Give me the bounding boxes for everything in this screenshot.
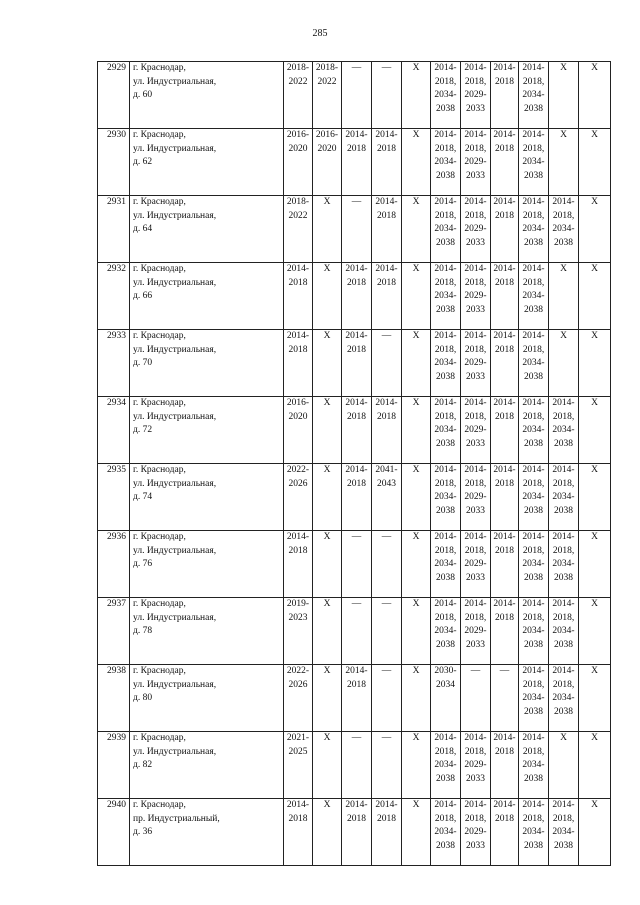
period-cell-c1: 2018- 2022 (284, 196, 313, 263)
period-cell-c6: 2014- 2018, 2034- 2038 (431, 464, 461, 531)
address-cell: г. Краснодар, ул. Индустриальная, д. 62 (130, 129, 284, 196)
row-number-cell: 2936 (98, 531, 130, 598)
period-cell-c7: 2014- 2018, 2029- 2033 (461, 62, 491, 129)
table-row (98, 129, 611, 196)
period-cell-c7: 2014- 2018, 2029- 2033 (461, 397, 491, 464)
period-cell-c9: 2014- 2018, 2034- 2038 (519, 464, 549, 531)
period-cell-c3: 2014- 2018 (342, 464, 372, 531)
table-row (98, 799, 611, 866)
period-cell-c7: — (461, 665, 491, 732)
period-cell-c6: 2014- 2018, 2034- 2038 (431, 397, 461, 464)
period-cell-c1: 2022- 2026 (284, 464, 313, 531)
period-cell-c9: 2014- 2018, 2034- 2038 (519, 397, 549, 464)
period-cell-c2: X (313, 397, 342, 464)
period-cell-c10: 2014- 2018, 2034- 2038 (549, 531, 579, 598)
period-cell-c3: 2014- 2018 (342, 129, 372, 196)
period-cell-c4: — (372, 330, 402, 397)
period-cell-c9: 2014- 2018, 2034- 2038 (519, 263, 549, 330)
period-cell-c1: 2014- 2018 (284, 531, 313, 598)
period-cell-c2: X (313, 263, 342, 330)
period-cell-c2: X (313, 196, 342, 263)
period-cell-c5: X (402, 397, 431, 464)
period-cell-c7: 2014- 2018, 2029- 2033 (461, 799, 491, 866)
period-cell-c5: X (402, 598, 431, 665)
period-cell-c4: — (372, 531, 402, 598)
row-number-cell: 2937 (98, 598, 130, 665)
period-cell-c2: X (313, 598, 342, 665)
period-cell-c4: 2014- 2018 (372, 263, 402, 330)
period-cell-c3: 2014- 2018 (342, 330, 372, 397)
period-cell-c6: 2014- 2018, 2034- 2038 (431, 732, 461, 799)
period-cell-c8: 2014- 2018 (491, 732, 519, 799)
period-cell-c4: 2041- 2043 (372, 464, 402, 531)
period-cell-c1: 2016- 2020 (284, 397, 313, 464)
period-cell-c4: — (372, 665, 402, 732)
period-cell-c11: X (579, 598, 611, 665)
address-cell: г. Краснодар, пр. Индустриальный, д. 36 (130, 799, 284, 866)
table-row (98, 732, 611, 799)
period-cell-c9: 2014- 2018, 2034- 2038 (519, 665, 549, 732)
period-cell-c7: 2014- 2018, 2029- 2033 (461, 196, 491, 263)
period-cell-c4: 2014- 2018 (372, 196, 402, 263)
period-cell-c5: X (402, 531, 431, 598)
period-cell-c6: 2014- 2018, 2034- 2038 (431, 531, 461, 598)
period-cell-c8: 2014- 2018 (491, 62, 519, 129)
period-cell-c8: 2014- 2018 (491, 263, 519, 330)
period-cell-c4: — (372, 598, 402, 665)
repair-schedule-table (97, 61, 611, 866)
period-cell-c5: X (402, 464, 431, 531)
period-cell-c11: X (579, 464, 611, 531)
address-cell: г. Краснодар, ул. Индустриальная, д. 72 (130, 397, 284, 464)
period-cell-c2: X (313, 665, 342, 732)
table-row (98, 531, 611, 598)
period-cell-c10: X (549, 62, 579, 129)
period-cell-c7: 2014- 2018, 2029- 2033 (461, 464, 491, 531)
period-cell-c11: X (579, 129, 611, 196)
period-cell-c5: X (402, 732, 431, 799)
period-cell-c5: X (402, 665, 431, 732)
row-number-cell: 2934 (98, 397, 130, 464)
period-cell-c7: 2014- 2018, 2029- 2033 (461, 330, 491, 397)
period-cell-c5: X (402, 263, 431, 330)
period-cell-c3: — (342, 196, 372, 263)
period-cell-c6: 2014- 2018, 2034- 2038 (431, 799, 461, 866)
period-cell-c8: 2014- 2018 (491, 397, 519, 464)
period-cell-c3: 2014- 2018 (342, 799, 372, 866)
address-cell: г. Краснодар, ул. Индустриальная, д. 64 (130, 196, 284, 263)
period-cell-c4: 2014- 2018 (372, 397, 402, 464)
period-cell-c8: 2014- 2018 (491, 464, 519, 531)
period-cell-c3: — (342, 598, 372, 665)
period-cell-c9: 2014- 2018, 2034- 2038 (519, 129, 549, 196)
table-body (98, 62, 611, 866)
row-number-cell: 2932 (98, 263, 130, 330)
period-cell-c4: 2014- 2018 (372, 799, 402, 866)
row-number-cell: 2938 (98, 665, 130, 732)
row-number-cell: 2930 (98, 129, 130, 196)
period-cell-c4: 2014- 2018 (372, 129, 402, 196)
period-cell-c11: X (579, 196, 611, 263)
period-cell-c9: 2014- 2018, 2034- 2038 (519, 330, 549, 397)
period-cell-c10: X (549, 330, 579, 397)
period-cell-c7: 2014- 2018, 2029- 2033 (461, 263, 491, 330)
period-cell-c2: 2016- 2020 (313, 129, 342, 196)
period-cell-c4: — (372, 62, 402, 129)
period-cell-c8: 2014- 2018 (491, 531, 519, 598)
period-cell-c1: 2021- 2025 (284, 732, 313, 799)
period-cell-c3: 2014- 2018 (342, 665, 372, 732)
period-cell-c3: — (342, 732, 372, 799)
period-cell-c5: X (402, 196, 431, 263)
period-cell-c5: X (402, 62, 431, 129)
page-number: 285 (312, 28, 328, 39)
address-cell: г. Краснодар, ул. Индустриальная, д. 66 (130, 263, 284, 330)
table-row (98, 464, 611, 531)
period-cell-c9: 2014- 2018, 2034- 2038 (519, 732, 549, 799)
row-number-cell: 2929 (98, 62, 130, 129)
period-cell-c9: 2014- 2018, 2034- 2038 (519, 598, 549, 665)
period-cell-c3: — (342, 62, 372, 129)
period-cell-c1: 2014- 2018 (284, 799, 313, 866)
period-cell-c10: X (549, 129, 579, 196)
period-cell-c6: 2014- 2018, 2034- 2038 (431, 263, 461, 330)
period-cell-c7: 2014- 2018, 2029- 2033 (461, 129, 491, 196)
period-cell-c2: X (313, 799, 342, 866)
row-number-cell: 2931 (98, 196, 130, 263)
period-cell-c7: 2014- 2018, 2029- 2033 (461, 598, 491, 665)
period-cell-c9: 2014- 2018, 2034- 2038 (519, 799, 549, 866)
table-row (98, 665, 611, 732)
row-number-cell: 2940 (98, 799, 130, 866)
period-cell-c11: X (579, 665, 611, 732)
period-cell-c3: — (342, 531, 372, 598)
period-cell-c8: 2014- 2018 (491, 330, 519, 397)
address-cell: г. Краснодар, ул. Индустриальная, д. 70 (130, 330, 284, 397)
period-cell-c5: X (402, 330, 431, 397)
period-cell-c10: 2014- 2018, 2034- 2038 (549, 665, 579, 732)
row-number-cell: 2939 (98, 732, 130, 799)
table-row (98, 397, 611, 464)
period-cell-c2: X (313, 330, 342, 397)
period-cell-c1: 2019- 2023 (284, 598, 313, 665)
period-cell-c7: 2014- 2018, 2029- 2033 (461, 732, 491, 799)
period-cell-c6: 2014- 2018, 2034- 2038 (431, 62, 461, 129)
period-cell-c6: 2014- 2018, 2034- 2038 (431, 598, 461, 665)
period-cell-c8: 2014- 2018 (491, 196, 519, 263)
address-cell: г. Краснодар, ул. Индустриальная, д. 76 (130, 531, 284, 598)
period-cell-c11: X (579, 531, 611, 598)
period-cell-c5: X (402, 799, 431, 866)
period-cell-c4: — (372, 732, 402, 799)
period-cell-c3: 2014- 2018 (342, 397, 372, 464)
period-cell-c2: X (313, 464, 342, 531)
period-cell-c8: 2014- 2018 (491, 129, 519, 196)
period-cell-c6: 2030- 2034 (431, 665, 461, 732)
period-cell-c11: X (579, 263, 611, 330)
period-cell-c11: X (579, 799, 611, 866)
address-cell: г. Краснодар, ул. Индустриальная, д. 82 (130, 732, 284, 799)
period-cell-c1: 2018- 2022 (284, 62, 313, 129)
address-cell: г. Краснодар, ул. Индустриальная, д. 74 (130, 464, 284, 531)
table-row (98, 330, 611, 397)
period-cell-c3: 2014- 2018 (342, 263, 372, 330)
period-cell-c10: 2014- 2018, 2034- 2038 (549, 799, 579, 866)
period-cell-c2: X (313, 531, 342, 598)
period-cell-c10: 2014- 2018, 2034- 2038 (549, 397, 579, 464)
row-number-cell: 2933 (98, 330, 130, 397)
period-cell-c2: X (313, 732, 342, 799)
period-cell-c9: 2014- 2018, 2034- 2038 (519, 196, 549, 263)
period-cell-c1: 2016- 2020 (284, 129, 313, 196)
period-cell-c11: X (579, 330, 611, 397)
address-cell: г. Краснодар, ул. Индустриальная, д. 60 (130, 62, 284, 129)
period-cell-c1: 2014- 2018 (284, 263, 313, 330)
period-cell-c5: X (402, 129, 431, 196)
period-cell-c1: 2014- 2018 (284, 330, 313, 397)
period-cell-c10: X (549, 732, 579, 799)
period-cell-c11: X (579, 397, 611, 464)
table-row (98, 196, 611, 263)
period-cell-c10: 2014- 2018, 2034- 2038 (549, 598, 579, 665)
period-cell-c7: 2014- 2018, 2029- 2033 (461, 531, 491, 598)
period-cell-c1: 2022- 2026 (284, 665, 313, 732)
period-cell-c6: 2014- 2018, 2034- 2038 (431, 330, 461, 397)
period-cell-c10: X (549, 263, 579, 330)
period-cell-c11: X (579, 62, 611, 129)
period-cell-c2: 2018- 2022 (313, 62, 342, 129)
period-cell-c10: 2014- 2018, 2034- 2038 (549, 464, 579, 531)
address-cell: г. Краснодар, ул. Индустриальная, д. 78 (130, 598, 284, 665)
period-cell-c8: 2014- 2018 (491, 799, 519, 866)
table-row (98, 62, 611, 129)
address-cell: г. Краснодар, ул. Индустриальная, д. 80 (130, 665, 284, 732)
table-row (98, 598, 611, 665)
period-cell-c10: 2014- 2018, 2034- 2038 (549, 196, 579, 263)
period-cell-c11: X (579, 732, 611, 799)
period-cell-c6: 2014- 2018, 2034- 2038 (431, 196, 461, 263)
period-cell-c8: — (491, 665, 519, 732)
period-cell-c9: 2014- 2018, 2034- 2038 (519, 531, 549, 598)
period-cell-c8: 2014- 2018 (491, 598, 519, 665)
table-row (98, 263, 611, 330)
period-cell-c9: 2014- 2018, 2034- 2038 (519, 62, 549, 129)
row-number-cell: 2935 (98, 464, 130, 531)
period-cell-c6: 2014- 2018, 2034- 2038 (431, 129, 461, 196)
